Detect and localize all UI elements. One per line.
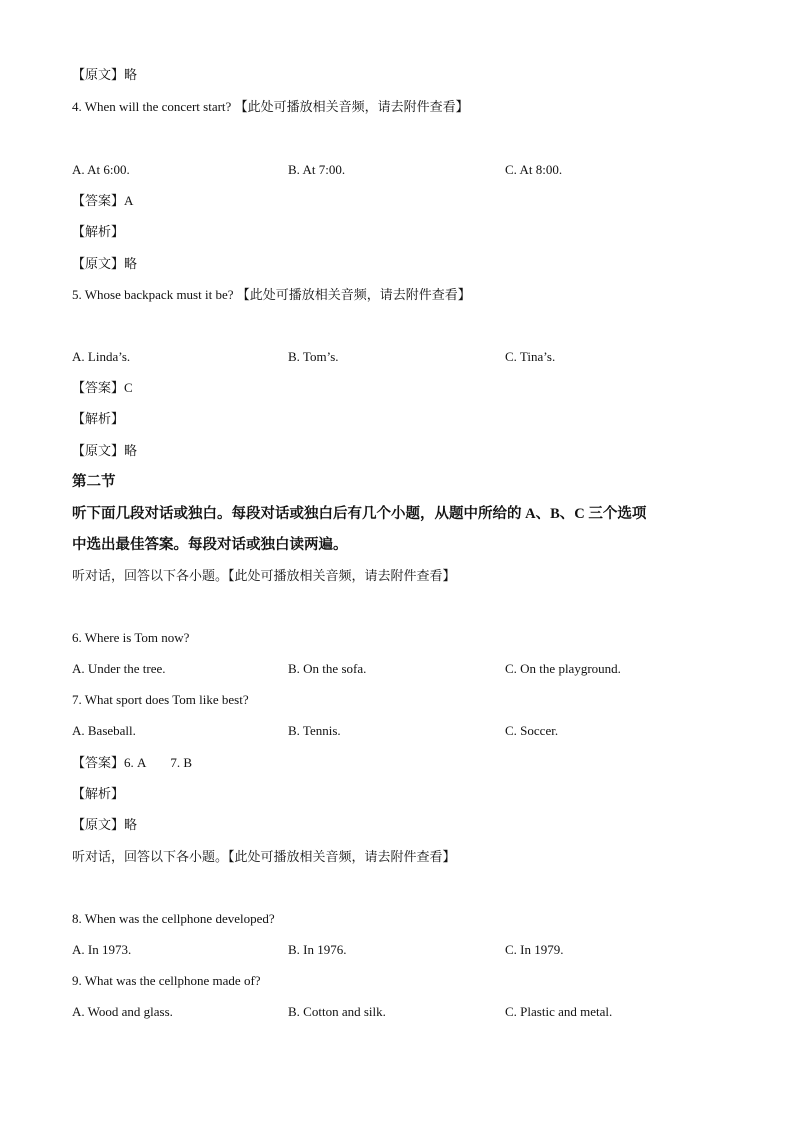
listening-prompt: 听对话，回答以下各小题。【此处可播放相关音频，请去附件查看】 — [72, 568, 456, 583]
question-4: 4. When will the concert start? 【此处可播放相关音频，请去附件查看】 — [72, 99, 469, 114]
answer-7: 7. B — [170, 755, 193, 770]
original-text-note: 【原文】略 — [72, 67, 138, 82]
question-7-options — [72, 722, 732, 740]
option-b: B. At 7:00. — [288, 162, 346, 177]
option-c: C. Soccer. — [505, 723, 559, 738]
question-6: 6. Where is Tom now? — [72, 630, 190, 645]
option-a: A. Under the tree. — [72, 661, 166, 676]
section-instructions: 听下面几段对话或独白。每段对话或独白后有几个小题，从题中所给的 A、B、C 三个选项 — [72, 506, 647, 522]
option-a: A. Baseball. — [72, 723, 136, 738]
option-c: C. Plastic and metal. — [505, 1004, 613, 1019]
question-7: 7. What sport does Tom like best? — [72, 692, 249, 707]
analysis-label: 【解析】 — [72, 224, 125, 239]
section-instructions-continued: 中选出最佳答案。每段对话或独白读两遍。 — [72, 537, 348, 553]
answer-label: 【答案】C — [72, 380, 133, 395]
question-5: 5. Whose backpack must it be? 【此处可播放相关音频，请去附件查看】 — [72, 287, 471, 302]
analysis-label: 【解析】 — [72, 411, 125, 426]
option-c: C. Tina’s. — [505, 349, 556, 364]
section-title: 第二节 — [72, 474, 116, 490]
question-5-options — [72, 348, 732, 366]
listening-prompt: 听对话，回答以下各小题。【此处可播放相关音频，请去附件查看】 — [72, 849, 456, 864]
original-text-note: 【原文】略 — [72, 256, 138, 271]
answer-6: 【答案】6. A — [72, 755, 147, 770]
question-6-options — [72, 660, 732, 678]
option-c: C. In 1979. — [505, 942, 564, 957]
option-b: B. On the sofa. — [288, 661, 367, 676]
option-b: B. Cotton and silk. — [288, 1004, 386, 1019]
question-8: 8. When was the cellphone developed? — [72, 911, 275, 926]
question-4-options — [72, 161, 732, 179]
option-c: C. At 8:00. — [505, 162, 563, 177]
option-a: A. Linda’s. — [72, 349, 131, 364]
option-b: B. Tennis. — [288, 723, 341, 738]
original-text-note: 【原文】略 — [72, 817, 138, 832]
option-a: A. In 1973. — [72, 942, 132, 957]
question-9-options — [72, 1003, 732, 1021]
option-b: B. Tom’s. — [288, 349, 339, 364]
original-text-note: 【原文】略 — [72, 443, 138, 458]
option-a: A. Wood and glass. — [72, 1004, 173, 1019]
option-b: B. In 1976. — [288, 942, 347, 957]
question-9: 9. What was the cellphone made of? — [72, 973, 261, 988]
answer-label: 【答案】A — [72, 193, 134, 208]
option-a: A. At 6:00. — [72, 162, 130, 177]
question-8-options — [72, 941, 732, 959]
answer-label — [72, 754, 192, 772]
analysis-label: 【解析】 — [72, 786, 125, 801]
option-c: C. On the playground. — [505, 661, 621, 676]
